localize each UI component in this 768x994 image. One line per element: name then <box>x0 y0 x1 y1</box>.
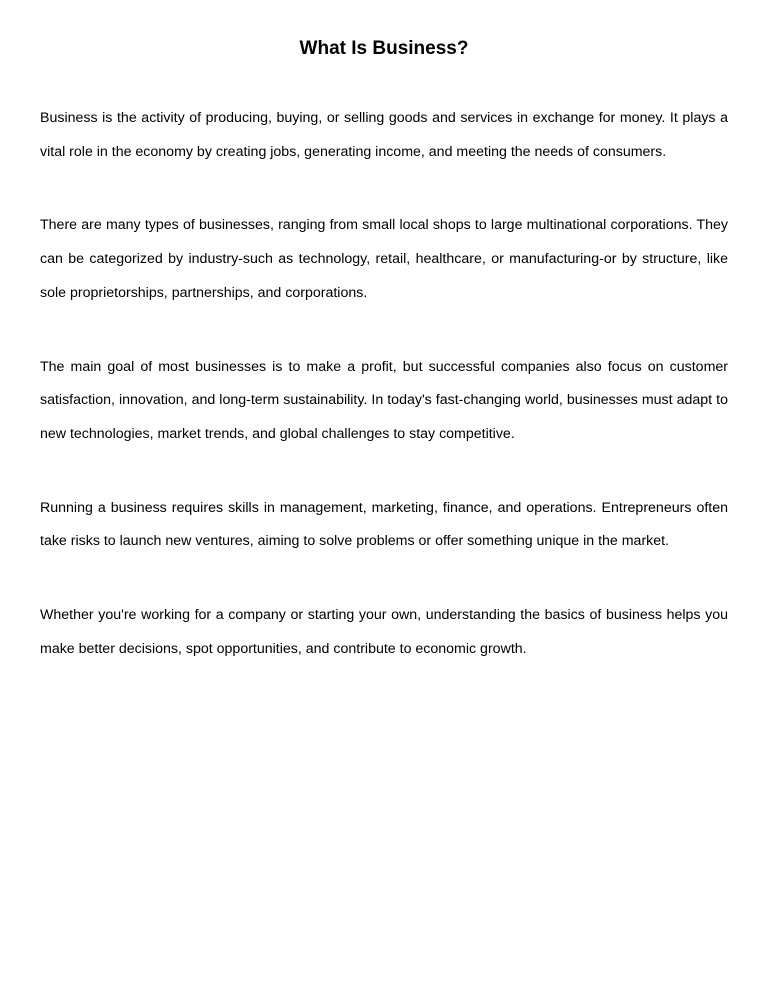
paragraph-definition: Business is the activity of producing, buying, or selling goods and services in exchange for money. It plays a vital role in the economy by creating jobs, generating income, and meeting the needs of consumers. <box>40 110 728 160</box>
paragraph-types: There are many types of businesses, ranging from small local shops to large multinational corporations. They can be categorized by industry-such as technology, retail, healthcare, or manufacturing-or by structure, like sole proprietorships, partnerships, and corporations. <box>40 217 728 301</box>
document-body <box>40 102 728 706</box>
paragraph-conclusion: Whether you're working for a company or starting your own, understanding the basics of business helps you make better decisions, spot opportunities, and contribute to economic growth. <box>40 607 728 657</box>
paragraph-skills: Running a business requires skills in management, marketing, finance, and operations. Entrepreneurs often take risks to launch new ventures, aiming to solve problems or offer something unique in the market. <box>40 499 728 550</box>
paragraph-goals: The main goal of most businesses is to make a profit, but successful companies also focus on customer satisfaction, innovation, and long-term sustainability. In today's fast-changing world, businesses must adapt to new technologies, market trends, and global challenges to stay competitive. <box>40 358 728 442</box>
page-title: What Is Business? <box>299 38 469 59</box>
